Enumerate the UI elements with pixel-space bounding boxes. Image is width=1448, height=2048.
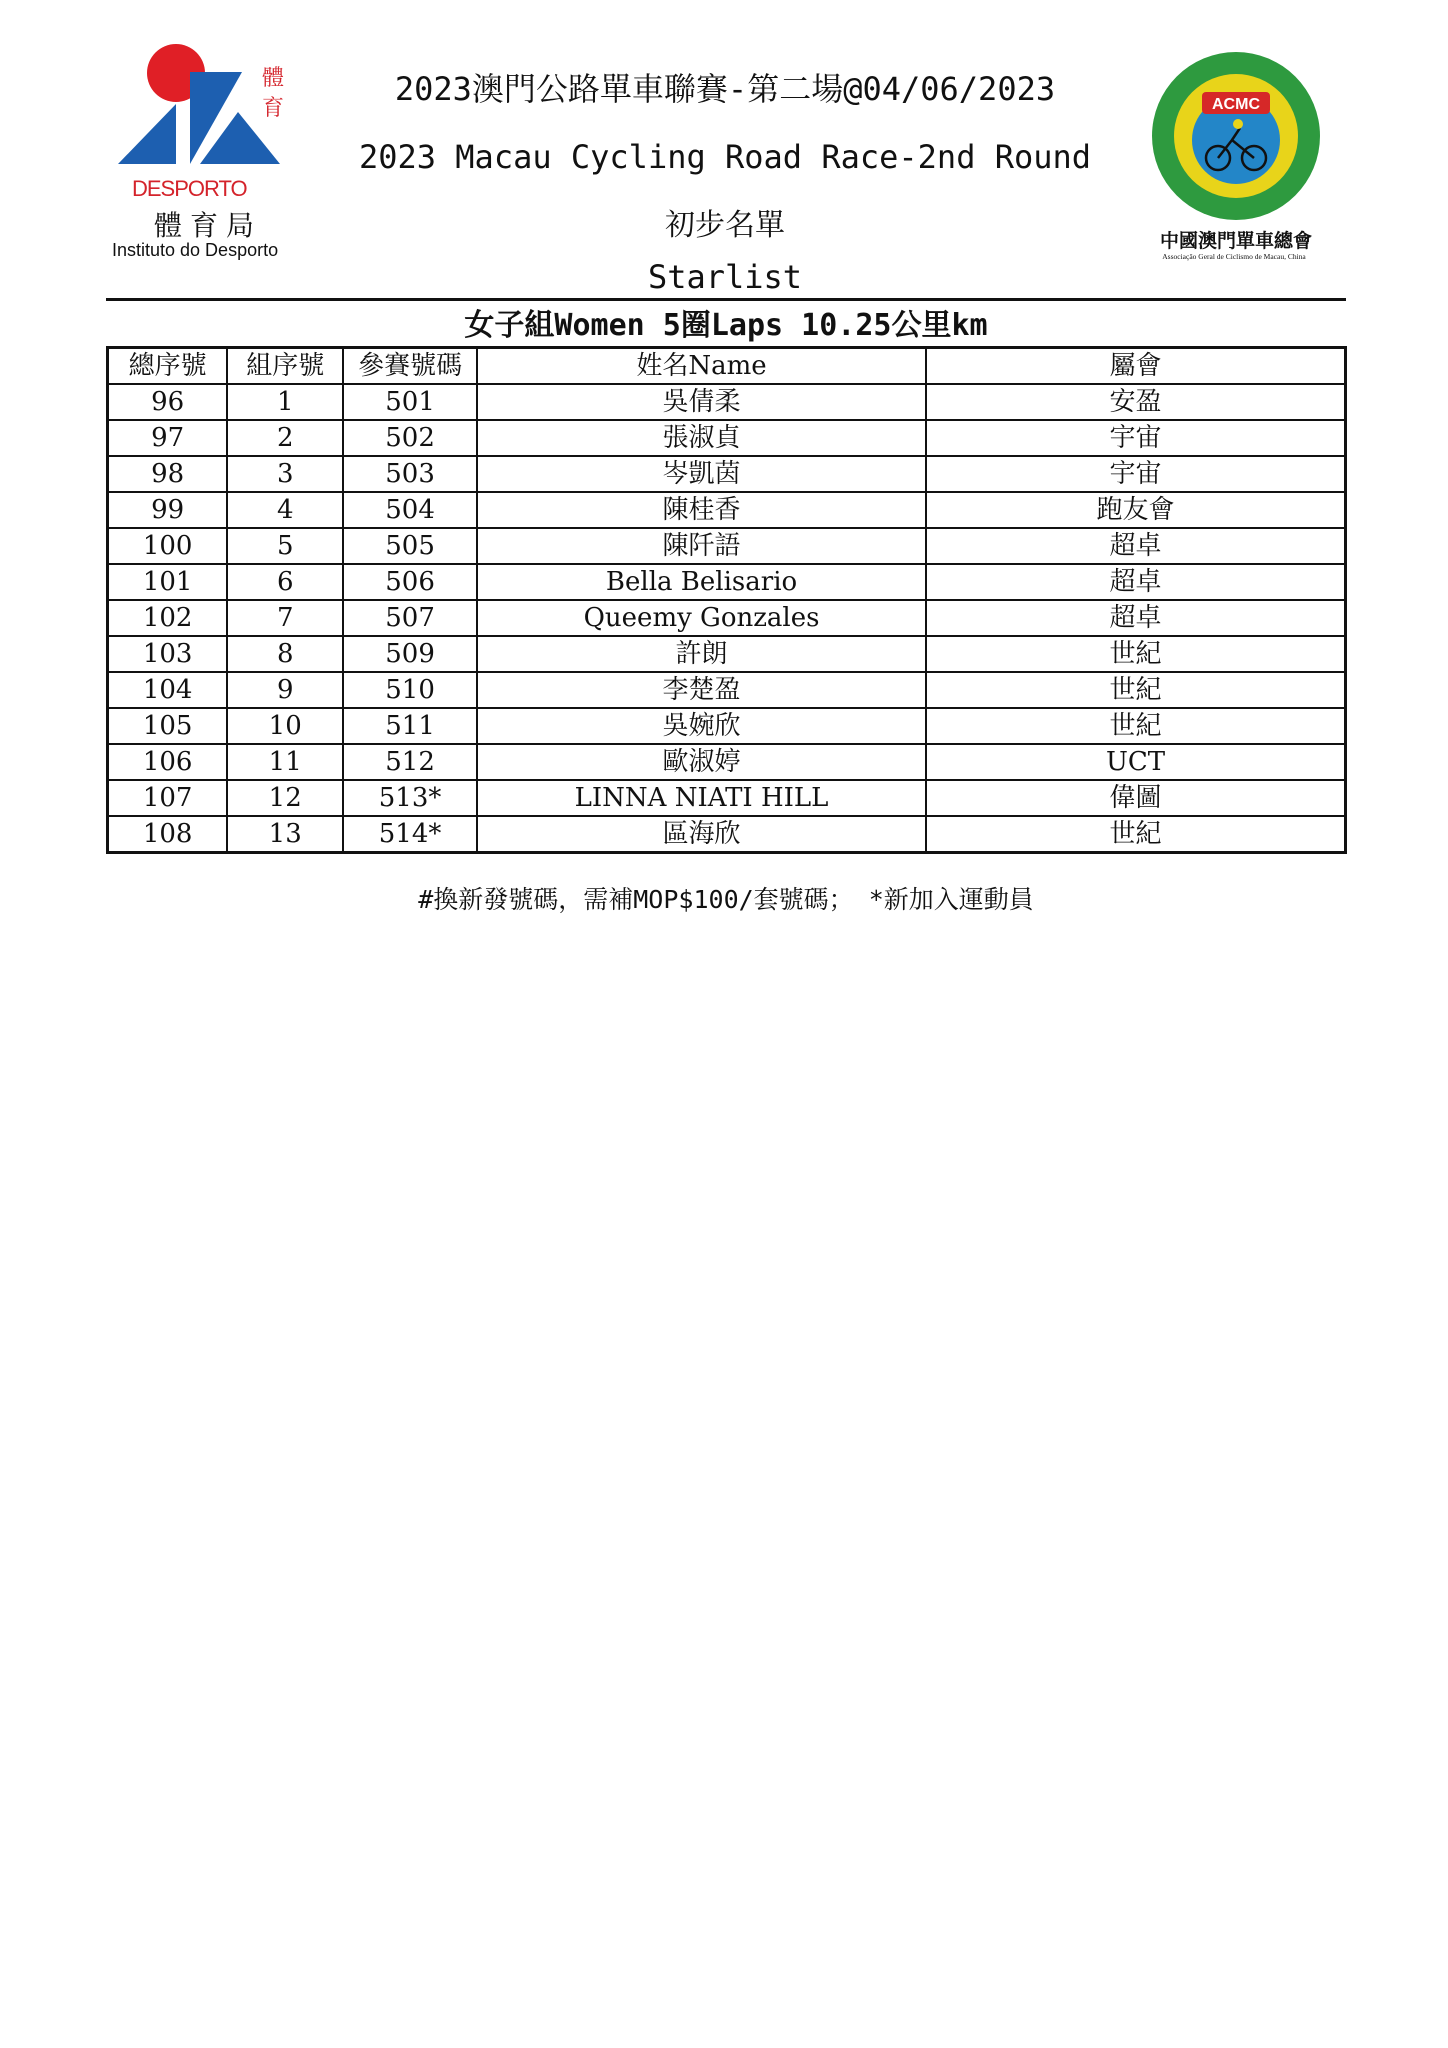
cell-overall-no: 99 xyxy=(108,492,228,528)
desporto-logo xyxy=(104,40,318,262)
cell-club: 安盈 xyxy=(926,384,1345,420)
table-row xyxy=(108,600,1346,636)
cell-name: Bella Belisario xyxy=(477,564,926,600)
cell-bib-no: 501 xyxy=(343,384,477,420)
acmc-assoc-name-cn: 中國澳門單車總會 xyxy=(1159,230,1312,252)
footnote: #換新發號碼，需補MOP$100/套號碼； *新加入運動員 xyxy=(418,885,1034,914)
cell-group-no: 13 xyxy=(227,816,343,853)
cell-club: 超卓 xyxy=(926,564,1345,600)
cell-group-no: 10 xyxy=(227,708,343,744)
cell-overall-no: 104 xyxy=(108,672,228,708)
table-row xyxy=(108,744,1346,780)
cell-overall-no: 98 xyxy=(108,456,228,492)
cell-group-no: 7 xyxy=(227,600,343,636)
table-row xyxy=(108,636,1346,672)
header-group-no: 組序號 xyxy=(227,348,343,385)
table-row xyxy=(108,672,1346,708)
cell-bib-no: 505 xyxy=(343,528,477,564)
cell-club: 世紀 xyxy=(926,636,1345,672)
cell-bib-no: 514* xyxy=(343,816,477,853)
list-title-cn: 初步名單 xyxy=(665,208,785,243)
cell-group-no: 1 xyxy=(227,384,343,420)
cell-group-no: 6 xyxy=(227,564,343,600)
cell-club: 宇宙 xyxy=(926,420,1345,456)
cell-club: 跑友會 xyxy=(926,492,1345,528)
cell-group-no: 9 xyxy=(227,672,343,708)
category-title: 女子組Women 5圈Laps 10.25公里km xyxy=(464,308,988,343)
table-row xyxy=(108,528,1346,564)
event-title-en: 2023 Macau Cycling Road Race-2nd Round xyxy=(358,138,1092,176)
cell-bib-no: 504 xyxy=(343,492,477,528)
cell-overall-no: 106 xyxy=(108,744,228,780)
table-row xyxy=(108,384,1346,420)
desporto-wordmark: DESPORTO xyxy=(132,176,247,201)
table-row xyxy=(108,564,1346,600)
cell-overall-no: 100 xyxy=(108,528,228,564)
cell-bib-no: 502 xyxy=(343,420,477,456)
table-header-row xyxy=(108,348,1346,385)
cell-club: 世紀 xyxy=(926,816,1345,853)
acmc-emblem-icon xyxy=(1140,48,1340,224)
cell-group-no: 12 xyxy=(227,780,343,816)
cell-name: Queemy Gonzales xyxy=(477,600,926,636)
cell-name: LINNA NIATI HILL xyxy=(477,780,926,816)
header-name: 姓名Name xyxy=(477,348,926,385)
cell-group-no: 5 xyxy=(227,528,343,564)
cell-overall-no: 102 xyxy=(108,600,228,636)
event-title-cn: 2023澳門公路單車聯賽-第二場@04/06/2023 xyxy=(394,70,1056,108)
cell-club: 宇宙 xyxy=(926,456,1345,492)
desporto-emblem-icon xyxy=(104,40,318,180)
cell-bib-no: 506 xyxy=(343,564,477,600)
cell-name: 岑凱茵 xyxy=(477,456,926,492)
table-row xyxy=(108,780,1346,816)
cell-group-no: 11 xyxy=(227,744,343,780)
cell-bib-no: 513* xyxy=(343,780,477,816)
cell-name: 李楚盈 xyxy=(477,672,926,708)
cell-group-no: 2 xyxy=(227,420,343,456)
cell-club: 超卓 xyxy=(926,528,1345,564)
cell-name: 張淑貞 xyxy=(477,420,926,456)
cell-name: 陳阡語 xyxy=(477,528,926,564)
cell-club: 偉圖 xyxy=(926,780,1345,816)
cell-bib-no: 503 xyxy=(343,456,477,492)
cell-overall-no: 101 xyxy=(108,564,228,600)
cell-overall-no: 96 xyxy=(108,384,228,420)
table-row xyxy=(108,456,1346,492)
cell-name: 許朗 xyxy=(477,636,926,672)
cell-group-no: 4 xyxy=(227,492,343,528)
cell-overall-no: 108 xyxy=(108,816,228,853)
cell-club: 世紀 xyxy=(926,672,1345,708)
cell-overall-no: 107 xyxy=(108,780,228,816)
table-row xyxy=(108,816,1346,853)
cell-group-no: 3 xyxy=(227,456,343,492)
desporto-institute-name: Instituto do Desporto xyxy=(112,240,279,260)
cell-bib-no: 512 xyxy=(343,744,477,780)
table-row xyxy=(108,420,1346,456)
cell-name: 陳桂香 xyxy=(477,492,926,528)
cell-overall-no: 103 xyxy=(108,636,228,672)
cell-club: 世紀 xyxy=(926,708,1345,744)
cell-club: UCT xyxy=(926,744,1345,780)
cell-bib-no: 507 xyxy=(343,600,477,636)
cell-name: 歐淑婷 xyxy=(477,744,926,780)
table-row xyxy=(108,708,1346,744)
cell-bib-no: 509 xyxy=(343,636,477,672)
header-overall-no: 總序號 xyxy=(108,348,228,385)
starlist-table xyxy=(106,346,1347,854)
header-club: 屬會 xyxy=(926,348,1345,385)
desporto-side-text: 體 育 xyxy=(262,66,285,121)
table-row xyxy=(108,492,1346,528)
cell-bib-no: 511 xyxy=(343,708,477,744)
acmc-assoc-name-pt: Associação Geral de Ciclismo de Macau, China xyxy=(1162,252,1306,261)
cell-name: 區海欣 xyxy=(477,816,926,853)
list-title-en: Starlist xyxy=(647,258,803,296)
cell-overall-no: 97 xyxy=(108,420,228,456)
acmc-logo xyxy=(1140,48,1340,268)
cell-name: 吳倩柔 xyxy=(477,384,926,420)
cell-group-no: 8 xyxy=(227,636,343,672)
cell-overall-no: 105 xyxy=(108,708,228,744)
cell-bib-no: 510 xyxy=(343,672,477,708)
desporto-bureau-name: 體育局 xyxy=(154,209,263,242)
header-bib-no: 參賽號碼 xyxy=(343,348,477,385)
cell-name: 吳婉欣 xyxy=(477,708,926,744)
acmc-badge-text: ACMC xyxy=(1212,96,1260,113)
cell-club: 超卓 xyxy=(926,600,1345,636)
